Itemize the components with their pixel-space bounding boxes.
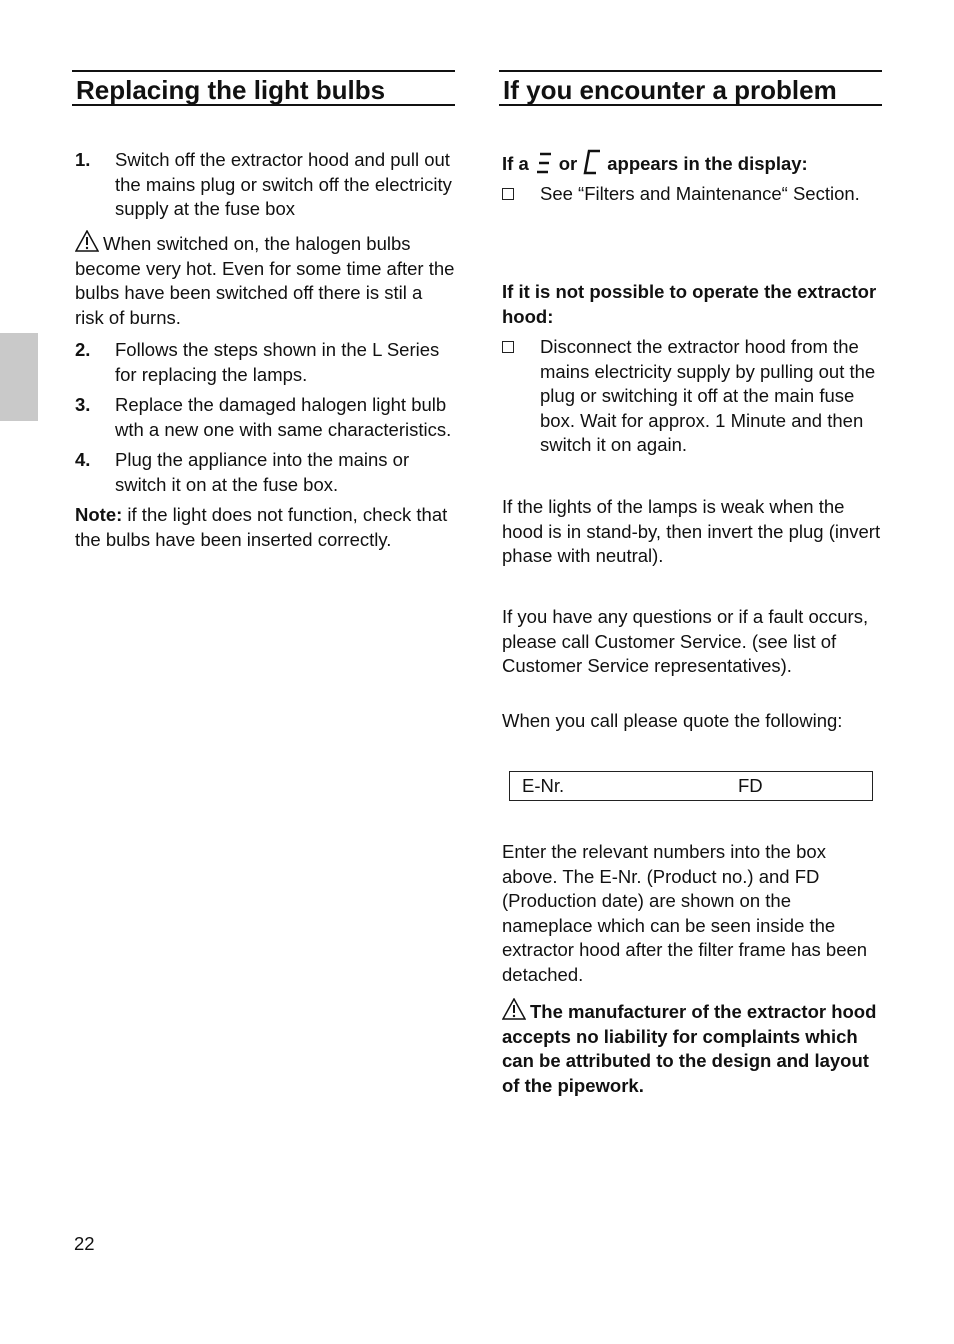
left-column — [72, 70, 455, 550]
heading-problem: If you encounter a problem — [499, 70, 882, 106]
lamps-paragraph: If the lights of the lamps is weak when the hood is in stand-by, then invert the plug (invert phase with neutral). — [502, 496, 881, 566]
note-label: Note: — [75, 504, 123, 525]
operate-question: If it is not possible to operate the extractor hood: — [502, 281, 877, 327]
step-text: Follows the steps shown in the L Series for replacing the lamps. — [115, 339, 440, 385]
step-number: 3. — [75, 394, 91, 415]
liability-paragraph — [502, 998, 882, 1098]
warning-triangle-icon — [75, 230, 99, 252]
step-item — [75, 393, 455, 442]
step-item — [75, 148, 455, 222]
step-text: Switch off the extractor hood and pull out the mains plug or switch off the electricity supply at the fuse box — [115, 149, 452, 219]
step-number: 1. — [75, 149, 91, 170]
warning-text: When switched on, the halogen bulbs become very hot. Even for some time after the bulbs have been switched off there is stil a risk of burns. — [75, 233, 455, 328]
note-paragraph — [75, 503, 455, 552]
display-q-or: or — [558, 153, 578, 174]
step-text: Plug the appliance into the mains or switch it on at the fuse box. — [115, 449, 410, 495]
warning-triangle-icon — [502, 998, 526, 1020]
operate-answer-text: Disconnect the extractor hood from the mains electricity supply by pulling out the plug or switching it off at the main fuse box. Wait for approx. 1 Minute and then switch it on again. — [540, 336, 876, 455]
display-answer-text: See “Filters and Maintenance“ Section. — [540, 183, 860, 204]
display-answer — [502, 182, 882, 207]
section-tab-marker — [0, 333, 38, 421]
step-item — [75, 338, 455, 387]
warning-paragraph — [75, 230, 455, 330]
step-text: Replace the damaged halogen light bulb wth a new one with same characteristics. — [115, 394, 452, 440]
steps-list-b — [75, 338, 455, 552]
enter-paragraph: Enter the relevant numbers into the box above. The E-Nr. (Product no.) and FD (Production date) are shown on the nameplace which can be seen inside the extractor hood after the filter frame has been detached. — [502, 841, 868, 985]
step-item — [75, 448, 455, 497]
steps-list-a — [75, 148, 455, 222]
step-number: 2. — [75, 339, 91, 360]
step-number: 4. — [75, 449, 91, 470]
right-column — [499, 70, 882, 1096]
carbon-filter-symbol-icon — [581, 148, 603, 176]
display-question — [502, 148, 882, 177]
operate-answer — [502, 335, 882, 458]
checkbox-icon — [502, 341, 514, 353]
heading-replacing-bulbs: Replacing the light bulbs — [72, 70, 455, 106]
page-number: 22 — [74, 1233, 95, 1254]
display-q-prefix: If a — [502, 153, 529, 174]
enr-label: E-Nr. — [522, 775, 565, 796]
filter-saturation-symbol-icon — [533, 150, 555, 176]
checkbox-icon — [502, 188, 514, 200]
fd-label: FD — [738, 775, 763, 796]
display-q-suffix: appears in the display: — [607, 153, 808, 174]
quote-paragraph: When you call please quote the following: — [502, 710, 843, 731]
questions-paragraph: If you have any questions or if a fault occurs, please call Customer Service. (see list of Customer Service representatives). — [502, 606, 869, 676]
enr-fd-box — [509, 771, 873, 801]
note-text: if the light does not function, check that the bulbs have been inserted correctly. — [75, 504, 448, 550]
liability-text: The manufacturer of the extractor hood accepts no liability for complaints which can be attributed to the design and layout of the pipework. — [502, 1001, 877, 1096]
